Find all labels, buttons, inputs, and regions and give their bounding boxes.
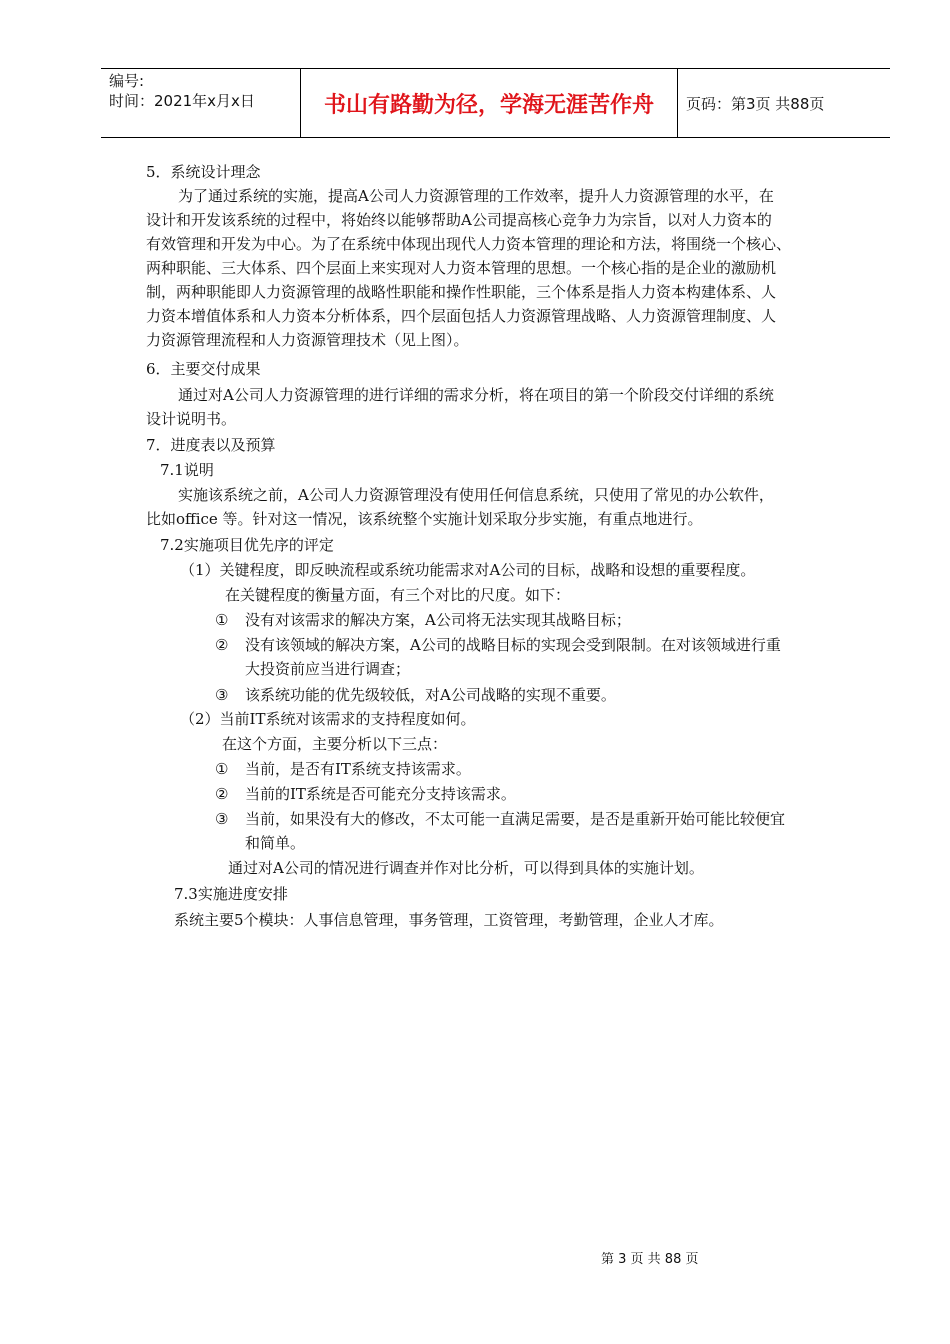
c2-item-num: ② <box>215 785 229 803</box>
c2-item-text: 当前，是否有IT系统支持该需求。 <box>245 760 471 778</box>
s71-line: 比如office 等。针对这一情况，该系统整个实施计划采取分步实施，有重点地进行。 <box>146 510 703 528</box>
c2-item-text: 当前，如果没有大的修改，不太可能一直满足需要，是否是重新开始可能比较便宜 <box>245 810 786 828</box>
header-motto: 书山有路勤为径，学海无涯苦作舟 <box>301 69 678 137</box>
page-header <box>101 68 890 138</box>
s5-line: 力资源管理流程和人力资源管理技术（见上图）。 <box>146 331 469 349</box>
s5-line: 两种职能、三大体系、四个层面上来实现对人力资本管理的思想。一个核心指的是企业的激励机 <box>146 259 777 277</box>
time-label: 时间：2021年x月x日 <box>109 92 255 110</box>
s5-line: 制，两种职能即人力资源管理的战略性职能和操作性职能，三个体系是指人力资本构建体系、人 <box>146 283 777 301</box>
c1-item-text: 该系统功能的优先级较低，对A公司战略的实现不重要。 <box>245 686 616 704</box>
section-7-title: 7．进度表以及预算 <box>146 436 276 454</box>
page-footer: 第 3 页 共 88 页 <box>601 1252 699 1267</box>
s6-line: 设计说明书。 <box>146 410 237 428</box>
c1-item-text: 没有对该需求的解决方案，A公司将无法实现其战略目标； <box>245 611 631 629</box>
s5-line: 力资本增值体系和人力资本分析体系，四个层面包括人力资源管理战略、人力资源管理制度、人 <box>146 307 777 325</box>
header-meta <box>101 69 301 137</box>
s5-line: 有效管理和开发为中心。为了在系统中体现出现代人力资本管理的理论和方法，将围绕一个核心、 <box>146 235 792 253</box>
s5-line: 为了通过系统的实施，提高A公司人力资源管理的工作效率，提升人力资源管理的水平，在 <box>178 187 774 205</box>
section-7-1-title: 7.1说明 <box>160 461 214 479</box>
s71-line: 实施该系统之前，A公司人力资源管理没有使用任何信息系统，只使用了常见的办公软件， <box>178 486 774 504</box>
c2-item-text: 和简单。 <box>245 834 306 852</box>
section-6-title: 6．主要交付成果 <box>146 360 261 378</box>
code-label: 编号: <box>109 72 145 90</box>
c1-item-num: ② <box>215 636 229 654</box>
c1-item-text: 没有该领域的解决方案，A公司的战略目标的实现会受到限制。在对该领域进行重 <box>245 636 781 654</box>
s73-line: 系统主要5个模块：人事信息管理，事务管理，工资管理，考勤管理，企业人才库。 <box>174 911 724 929</box>
criterion-2-intro: 在这个方面，主要分析以下三点： <box>222 735 448 753</box>
c1-item-text: 大投资前应当进行调查； <box>245 660 411 678</box>
criterion-2-conclusion: 通过对A公司的情况进行调查并作对比分析，可以得到具体的实施计划。 <box>228 859 704 877</box>
c1-item-num: ① <box>215 611 229 629</box>
section-5-title: 5．系统设计理念 <box>146 163 261 181</box>
c2-item-text: 当前的IT系统是否可能充分支持该需求。 <box>245 785 516 803</box>
c2-item-num: ③ <box>215 810 229 828</box>
s5-line: 设计和开发该系统的过程中，将始终以能够帮助A公司提高核心竞争力为宗旨，以对人力资本的 <box>146 211 772 229</box>
criterion-1-title: （1）关键程度，即反映流程或系统功能需求对A公司的目标，战略和设想的重要程度。 <box>180 561 756 579</box>
header-page-info: 页码：第3页 共88页 <box>686 94 825 113</box>
c1-item-num: ③ <box>215 686 229 704</box>
criterion-2-title: （2）当前IT系统对该需求的支持程度如何。 <box>180 710 476 728</box>
section-7-2-title: 7.2实施项目优先序的评定 <box>160 536 334 554</box>
section-7-3-title: 7.3实施进度安排 <box>174 885 288 903</box>
s6-line: 通过对A公司人力资源管理的进行详细的需求分析，将在项目的第一个阶段交付详细的系统 <box>178 386 774 404</box>
c2-item-num: ① <box>215 760 229 778</box>
criterion-1-intro: 在关键程度的衡量方面，有三个对比的尺度。如下： <box>225 586 571 604</box>
